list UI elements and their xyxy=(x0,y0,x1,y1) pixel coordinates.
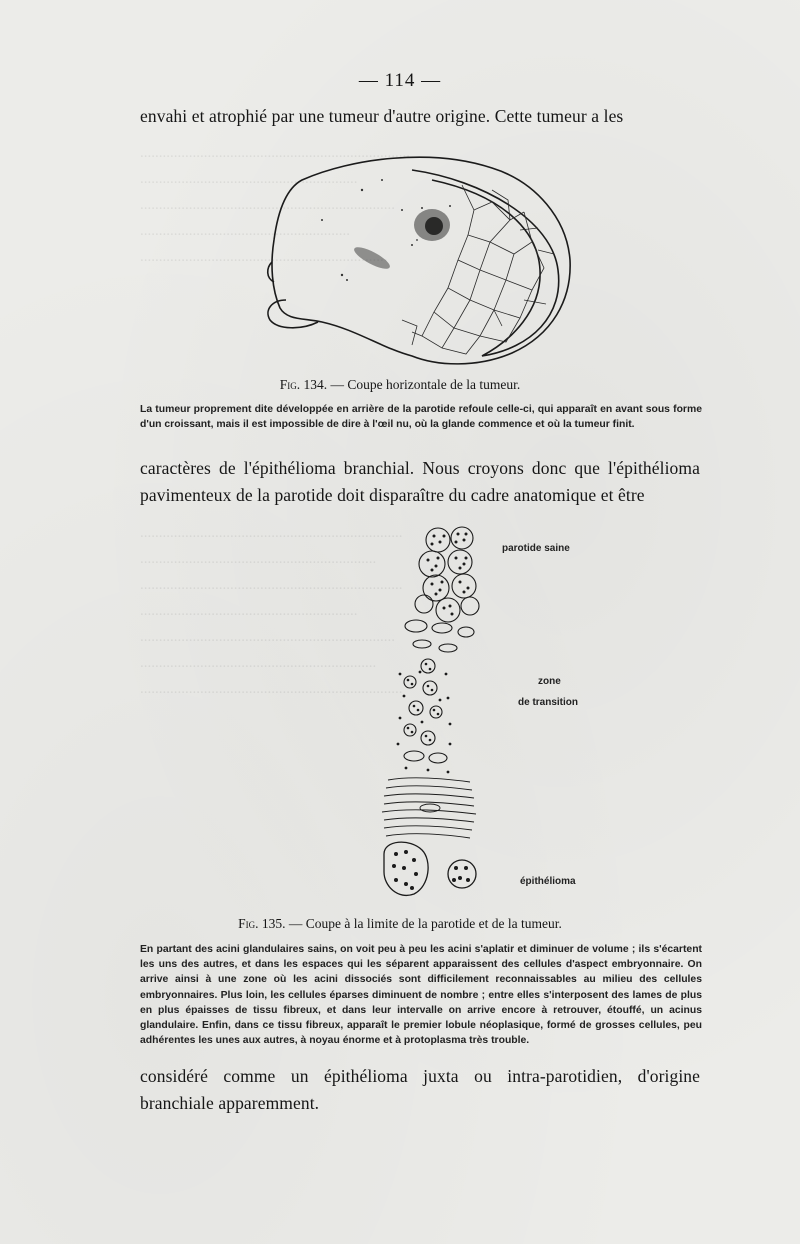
annotation-de-transition: de transition xyxy=(518,697,579,708)
fig-134-caption xyxy=(0,377,800,393)
paragraph-bottom: considéré comme un épithélioma juxta ou intra-parotidien, d'origine branchiale apparemment. xyxy=(140,1066,700,1113)
fig-135-caption xyxy=(0,916,800,932)
show-through-text: ........................................................................ .......................................................... .................................................................... ........................................................ .................................................................. xyxy=(140,145,410,265)
paragraph-top: envahi et atrophié par une tumeur d'autre origine. Cette tumeur a les xyxy=(140,106,624,126)
annotation-epithelioma: épithélioma xyxy=(520,876,576,887)
annotation-parotide-saine: parotide saine xyxy=(502,543,570,554)
fig-134-illustration xyxy=(262,150,582,372)
page-number: — 114 — xyxy=(358,70,442,91)
fig-135-title: — Coupe à la limite de la parotide et de la tumeur. xyxy=(288,916,562,931)
paragraph-middle: caractères de l'épithélioma branchial. Nous croyons donc que l'épithélioma pavimenteux de la parotide doit disparaître du cadre anatomique et être xyxy=(140,458,700,505)
fig-134-title: — Coupe horizontale de la tumeur. xyxy=(330,377,521,392)
fig-134-description: La tumeur proprement dite développée en arrière de la parotide refoule celle-ci, qui apparaît en avant sous forme d'un croissant, mais il est impossible de dire à l'œil nu, où la glande commence et où la tumeur finit. xyxy=(140,404,702,431)
fig-135-label: Fig. 135. xyxy=(238,916,286,931)
show-through-text-lower: ...................................................................... ............................................................... ...................................................................... .......................................................... .................................................................... ............................................................... ...................................................................... xyxy=(140,525,403,697)
fig-135-illustration xyxy=(370,524,500,904)
annotation-zone: zone xyxy=(538,676,561,687)
fig-134-label: Fig. 134. xyxy=(279,377,328,392)
fig-135-description: En partant des acini glandulaires sains, on voit peu à peu les acini s'aplatir et diminuer de volume ; ils s'écartent les uns des autres, et dans les espaces qui les séparent apparaissent des cellules d'aspect embryonnaire. On arrive ainsi à une zone où les acini dissociés sont difficilement reconnaissables au milieu des cellules embryonnaires. Plus loin, les cellules éparses diminuent de nombre ; entre elles s'interposent des lames de plus en plus épaisses de tissu fibreux, et dans leur intervalle on arrive encore à retrouver, étouffé, un acinus glandulaire. Enfin, dans ce tissu fibreux, apparaît le premier lobule néoplasique, formé de grosses cellules, peu adhérentes les unes aux autres, à noyau énorme et à protoplasma très trouble. xyxy=(140,944,702,1047)
